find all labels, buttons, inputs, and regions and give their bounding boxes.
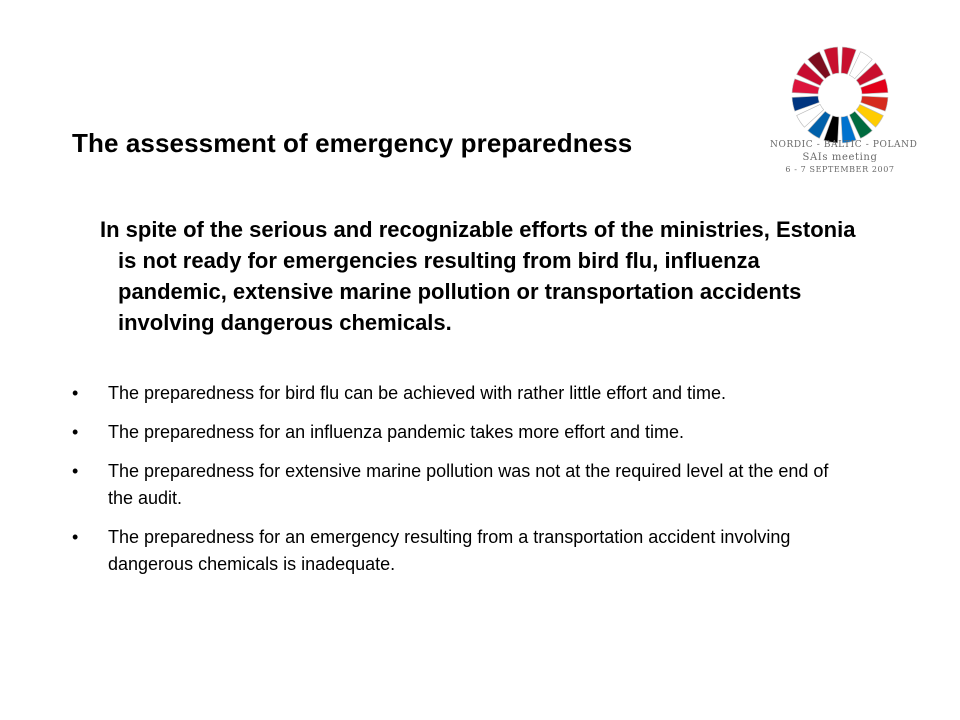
bullet-item (72, 458, 852, 512)
bullet-icon: • (72, 461, 79, 481)
bullet-item (72, 380, 852, 407)
bullet-item (72, 524, 852, 578)
bullet-text: The preparedness for an emergency resulting from a transportation accident involving dangerous chemicals is inadequate. (108, 527, 791, 574)
bullet-text: The preparedness for bird flu can be achieved with rather little effort and time. (108, 383, 727, 403)
bullet-text: The preparedness for extensive marine pollution was not at the required level at the end of the audit. (108, 461, 829, 508)
slide-title: The assessment of emergency preparedness (72, 128, 633, 158)
logo-caption-line3: 6 - 7 SEPTEMBER 2007 (785, 165, 895, 174)
bullet-item (72, 419, 852, 446)
bullet-text: The preparedness for an influenza pandemic takes more effort and time. (108, 422, 684, 442)
logo-ring (792, 47, 888, 143)
bullet-list (72, 380, 852, 590)
bullet-icon: • (72, 422, 79, 442)
logo-caption-line1: NORDIC - BALTIC - POLAND (770, 140, 918, 150)
lead-text: In spite of the serious and recognizable efforts of the ministries, Estonia is not ready for emergencies resulting from bird flu, influenza pandemic, extensive marine pollution or transportation accidents involving dangerous chemicals. (100, 217, 856, 335)
logo-caption-line2: SAIs meeting (802, 152, 878, 163)
lead-paragraph (100, 214, 858, 338)
bullet-icon: • (72, 527, 79, 547)
bullet-icon: • (72, 383, 79, 403)
